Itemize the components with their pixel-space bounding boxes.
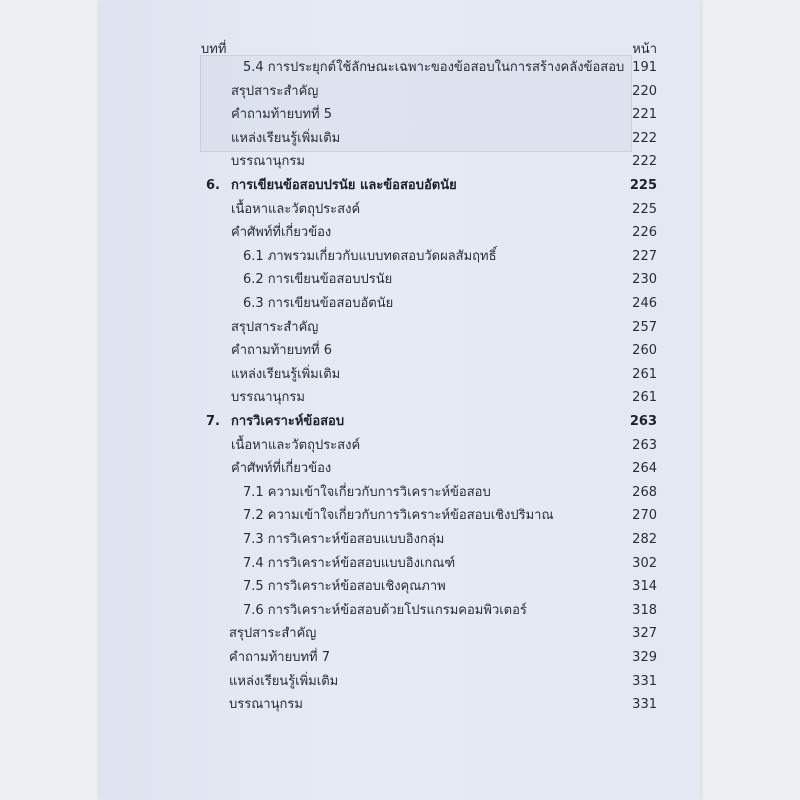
page-number: 191: [632, 60, 657, 75]
toc-row: [0, 151, 800, 173]
entry-title: 7.2 ความเข้าใจเกี่ยวกับการวิเคราะห์ข้อสอบเชิงปริมาณ: [243, 508, 554, 524]
entry-title: บรรณานุกรม: [231, 154, 305, 170]
entry-title: แหล่งเรียนรู้เพิ่มเติม: [231, 130, 341, 146]
page-number: 227: [632, 248, 657, 264]
entry-title: 7.4 การวิเคราะห์ข้อสอบแบบอิงเกณฑ์: [243, 555, 456, 571]
page-number: 225: [632, 201, 657, 217]
entry-title: เนื้อหาและวัตถุประสงค์: [231, 437, 361, 453]
entry-title: บรรณานุกรม: [231, 390, 305, 406]
toc-row: [0, 671, 800, 693]
page-number: 220: [632, 83, 657, 99]
entry-title: คำศัพท์ที่เกี่ยวข้อง: [231, 225, 332, 241]
entry-title: สรุปสาระสำคัญ: [229, 626, 317, 642]
toc-row: [0, 269, 800, 291]
toc-row: [0, 387, 800, 409]
toc-row: [0, 246, 800, 268]
entry-title: การวิเคราะห์ข้อสอบ: [231, 414, 345, 429]
entry-title: คำศัพท์ที่เกี่ยวข้อง: [231, 461, 332, 477]
toc-row: [0, 482, 800, 504]
page-number: 261: [632, 366, 657, 382]
page-column-header: หน้า: [632, 42, 657, 57]
entry-title: 7.3 การวิเคราะห์ข้อสอบแบบอิงกลุ่ม: [243, 532, 445, 547]
toc-row: [0, 553, 800, 575]
page-number: 331: [632, 697, 657, 713]
page-number: 329: [632, 650, 657, 665]
toc-row: [0, 505, 800, 527]
toc-row: [0, 364, 800, 386]
entry-title: เนื้อหาและวัตถุประสงค์: [231, 201, 361, 217]
page-number: 327: [632, 626, 657, 642]
entry-title: 5.4 การประยุกต์ใช้ลักษณะเฉพาะของข้อสอบในการสร้างคลังข้อสอบ: [243, 60, 625, 75]
toc-row: [0, 340, 800, 362]
page-number: 318: [632, 602, 657, 618]
toc-row: [0, 104, 800, 126]
toc-row: [0, 529, 800, 551]
page-number: 314: [632, 579, 657, 595]
entry-title: คำถามท้ายบทที่ 5: [231, 107, 333, 123]
toc-row: [0, 81, 800, 103]
entry-title: บรรณานุกรม: [229, 697, 303, 713]
toc-row: [0, 458, 800, 480]
page-number: 263: [632, 437, 657, 453]
toc-row: [0, 128, 800, 150]
toc-row: [0, 222, 800, 244]
page-number: 225: [629, 178, 657, 193]
toc-row: [0, 317, 800, 339]
page-number: 331: [632, 673, 657, 689]
toc-row: [0, 293, 800, 315]
chapter-row: [0, 411, 800, 433]
page-number: 263: [629, 414, 657, 429]
page-number: 261: [632, 390, 657, 406]
page-number: 246: [632, 296, 657, 311]
chapter-number: 6.: [206, 178, 220, 193]
entry-title: 6.3 การเขียนข้อสอบอัตนัย: [243, 296, 394, 311]
toc-row: [0, 576, 800, 598]
entry-title: 7.5 การวิเคราะห์ข้อสอบเชิงคุณภาพ: [243, 579, 446, 595]
entry-title: แหล่งเรียนรู้เพิ่มเติม: [229, 673, 339, 689]
entry-title: 7.6 การวิเคราะห์ข้อสอบด้วยโปรแกรมคอมพิวเตอร์: [243, 602, 527, 618]
toc-row: [0, 647, 800, 669]
entry-title: คำถามท้ายบทที่ 7: [229, 650, 331, 665]
page-number: 222: [632, 130, 657, 146]
entry-title: สรุปสาระสำคัญ: [231, 83, 319, 99]
page-number: 260: [632, 343, 657, 359]
toc-row: [0, 435, 800, 457]
chapter-row: [0, 175, 800, 197]
toc-row: [0, 623, 800, 645]
page-number: 268: [632, 484, 657, 500]
page-number: 222: [632, 154, 657, 170]
entry-title: 7.1 ความเข้าใจเกี่ยวกับการวิเคราะห์ข้อสอบ: [243, 484, 491, 500]
toc-row: [0, 199, 800, 221]
toc-row: [0, 600, 800, 622]
toc-row: [0, 694, 800, 716]
page-number: 270: [632, 508, 657, 524]
page-number: 264: [632, 461, 657, 477]
entry-title: การเขียนข้อสอบปรนัย และข้อสอบอัตนัย: [231, 178, 457, 193]
entry-title: 6.2 การเขียนข้อสอบปรนัย: [243, 272, 393, 288]
page-number: 257: [632, 319, 657, 335]
page-number: 302: [632, 555, 657, 571]
entry-title: คำถามท้ายบทที่ 6: [231, 343, 333, 359]
page-number: 230: [632, 272, 657, 288]
chapter-column-header: บทที่: [201, 42, 227, 57]
page-number: 226: [632, 225, 657, 241]
entry-title: สรุปสาระสำคัญ: [231, 319, 319, 335]
toc-row: [0, 57, 800, 79]
entry-title: 6.1 ภาพรวมเกี่ยวกับแบบทดสอบวัดผลสัมฤทธิ์: [243, 248, 497, 264]
chapter-number: 7.: [206, 414, 220, 429]
entry-title: แหล่งเรียนรู้เพิ่มเติม: [231, 366, 341, 382]
page-number: 221: [632, 107, 657, 123]
page-number: 282: [632, 532, 657, 547]
